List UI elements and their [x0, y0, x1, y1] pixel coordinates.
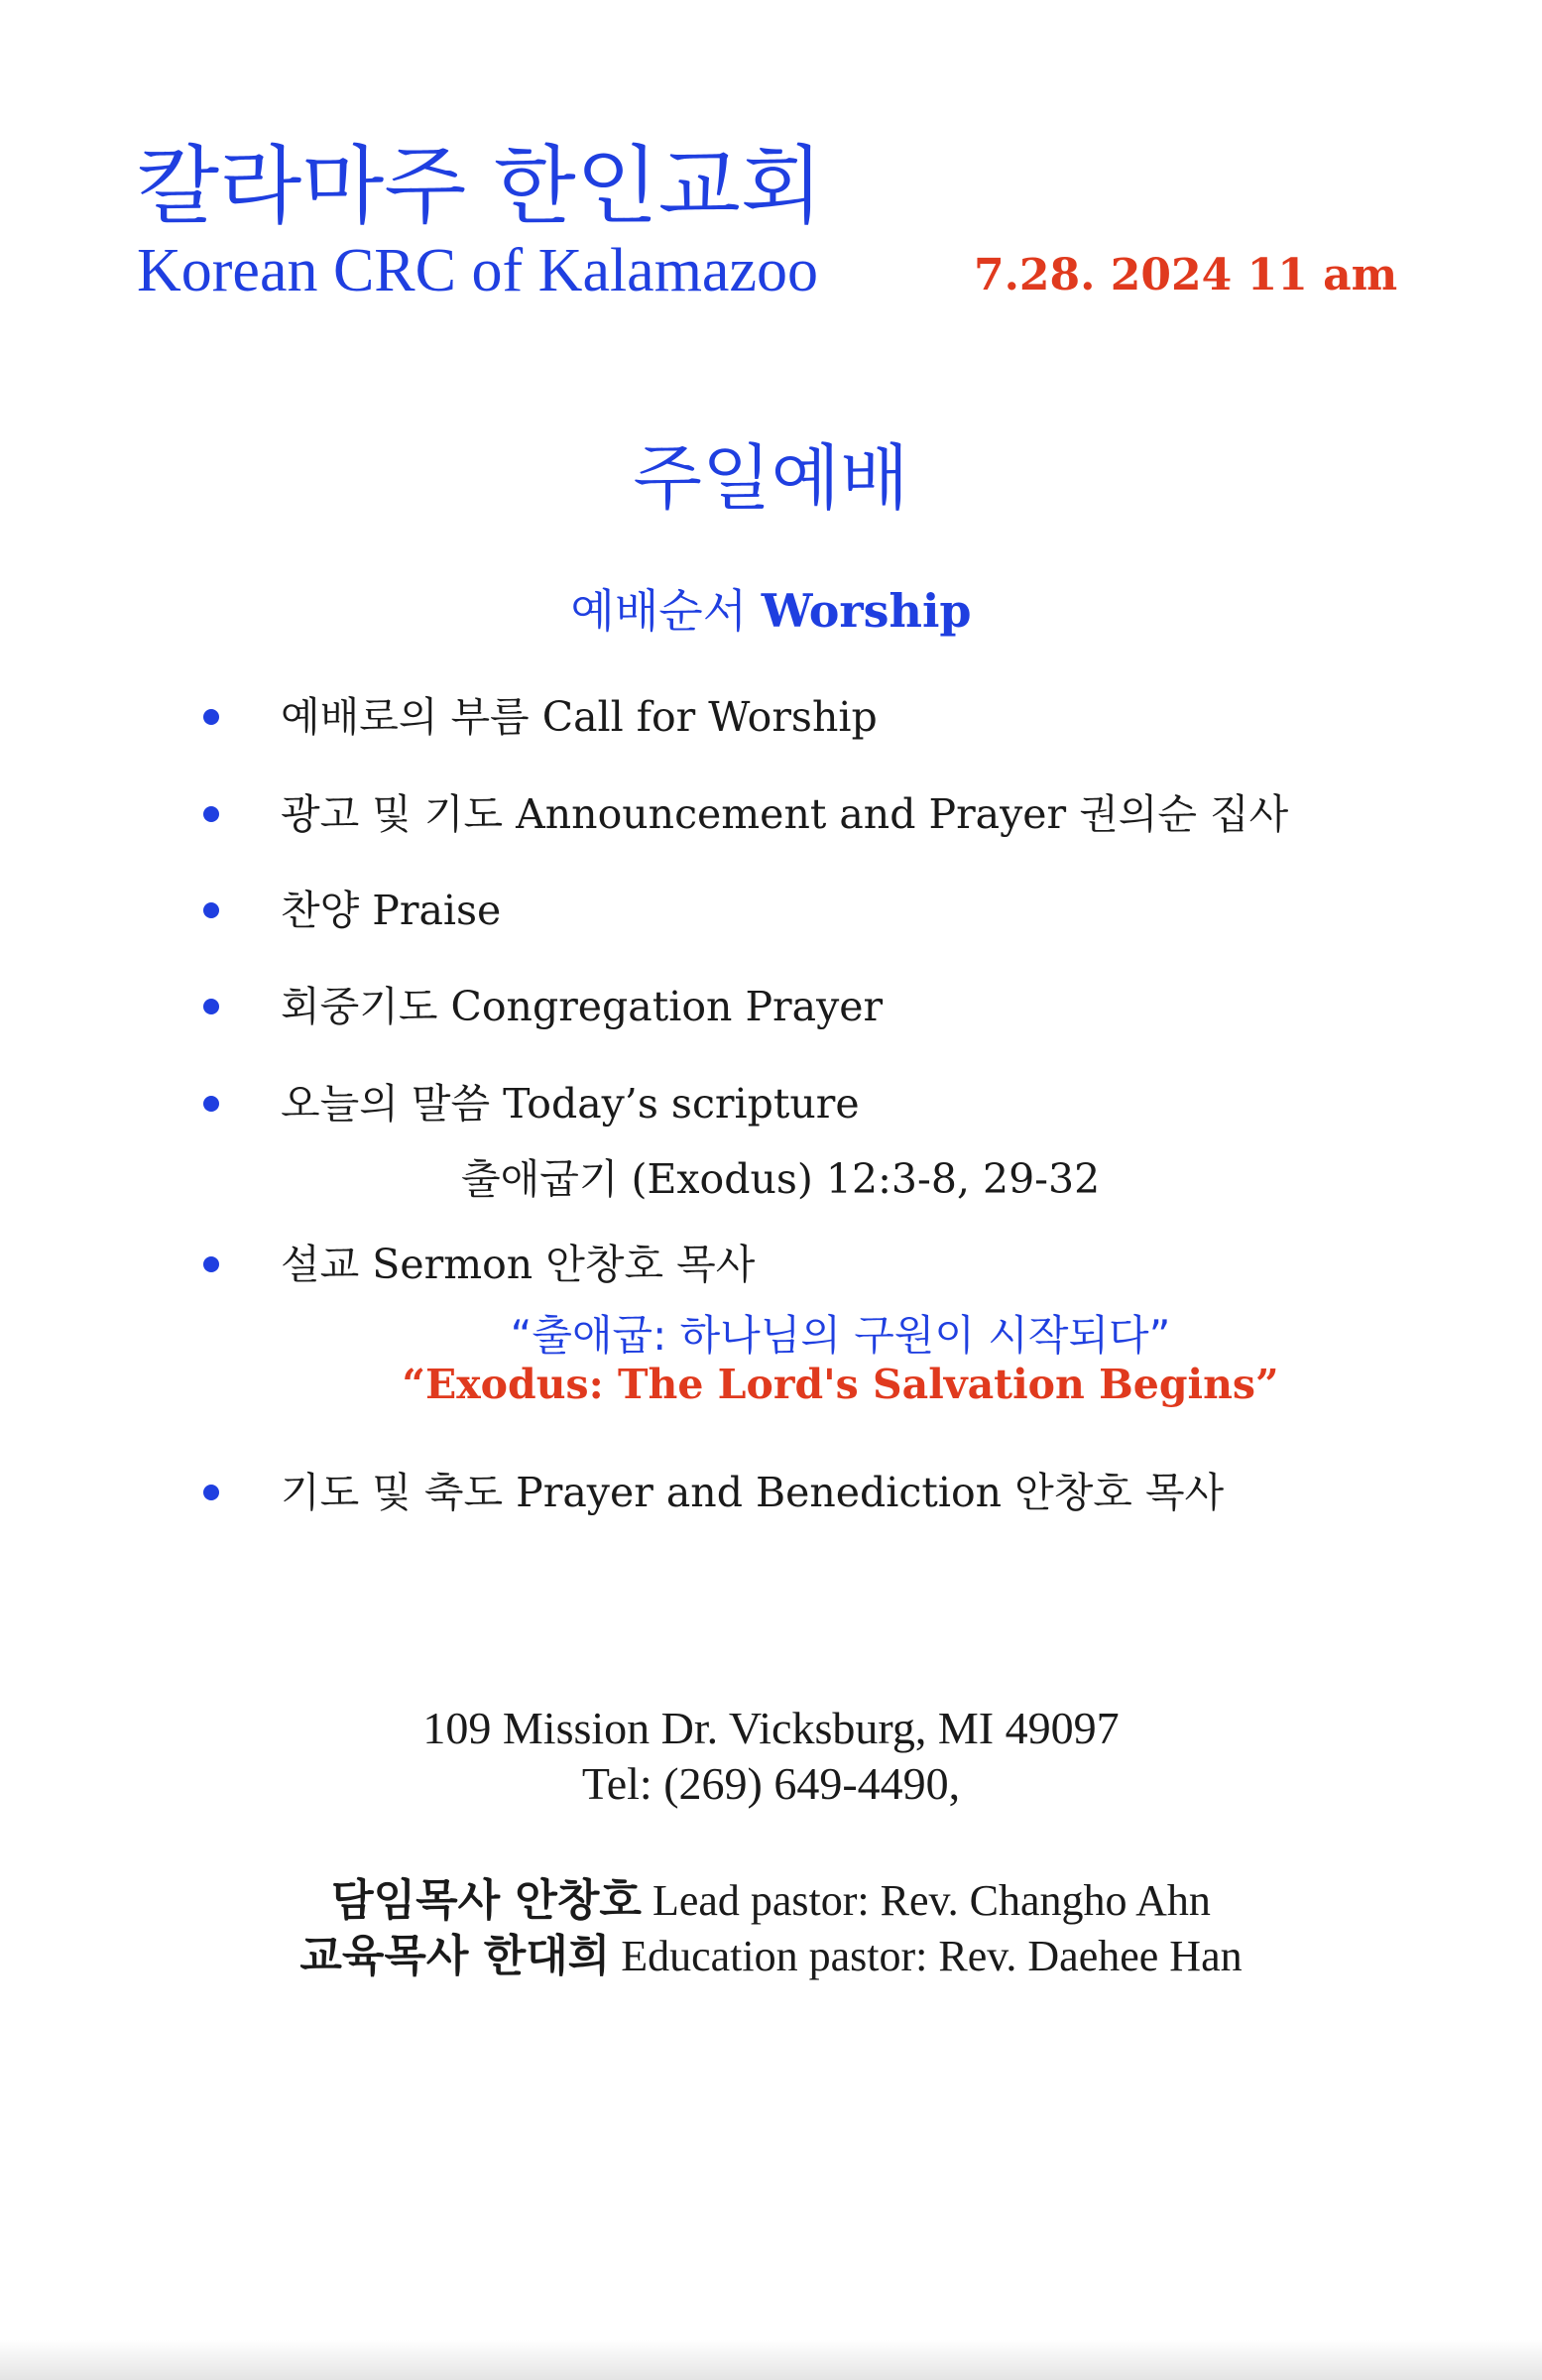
service-title: 주일예배 [633, 436, 909, 520]
bullet-icon [203, 806, 219, 822]
bullet-icon [203, 709, 219, 725]
church-name-korean: 칼라마주 한인교회 [137, 137, 823, 236]
order-item-leader: 안창호 목사 [1014, 1469, 1225, 1516]
church-address: 109 Mission Dr. Vicksburg, MI 49097 [422, 1703, 1120, 1753]
order-of-worship-title [0, 575, 1542, 641]
order-item-text: 기도 및 축도 Prayer and Benediction 안창호 목사 [281, 1469, 1225, 1516]
lead-pastor: 담임목사 안창호 Lead pastor: Rev. Changho Ahn [331, 1875, 1211, 1926]
order-item-text: 설교 Sermon 안창호 목사 [281, 1241, 756, 1288]
order-item-leader: 권의순 집사 [1079, 790, 1289, 838]
order-item-text: 광고 및 기도 Announcement and Prayer 권의순 집사 [281, 790, 1289, 838]
bullet-icon [203, 1096, 219, 1112]
education-pastor: 교육목사 한대희 Education pastor: Rev. Daehee Han [299, 1931, 1243, 1981]
bullet-icon [203, 999, 219, 1014]
church-telephone: Tel: (269) 649-4490, [581, 1758, 961, 1809]
order-item-text: 회중기도 Congregation Prayer [281, 983, 884, 1030]
order-title-korean: 예배순서 [570, 584, 748, 638]
church-name-english: Korean CRC of Kalamazoo [137, 237, 818, 304]
order-item-text: 예배로의 부름 Call for Worship [281, 693, 878, 741]
bullet-icon [203, 1485, 219, 1500]
sermon-title-english: “Exodus: The Lord's Salvation Begins” [402, 1361, 1279, 1408]
bullet-icon [203, 902, 219, 918]
page-bottom-shadow [0, 2340, 1542, 2380]
service-date: 7.28. 2024 11 am [974, 250, 1398, 300]
scripture-reference: 출애굽기 (Exodus) 12:3-8, 29-32 [461, 1155, 1101, 1203]
sermon-title-korean: “출애굽: 하나님의 구원이 시작되다” [510, 1311, 1171, 1360]
order-item-text: 찬양 Praise [281, 887, 502, 934]
order-item-text: 오늘의 말씀 Today’s scripture [281, 1080, 860, 1128]
order-title-english: Worship [761, 584, 972, 638]
bullet-icon [203, 1256, 219, 1272]
order-item-leader: 안창호 목사 [545, 1241, 756, 1288]
